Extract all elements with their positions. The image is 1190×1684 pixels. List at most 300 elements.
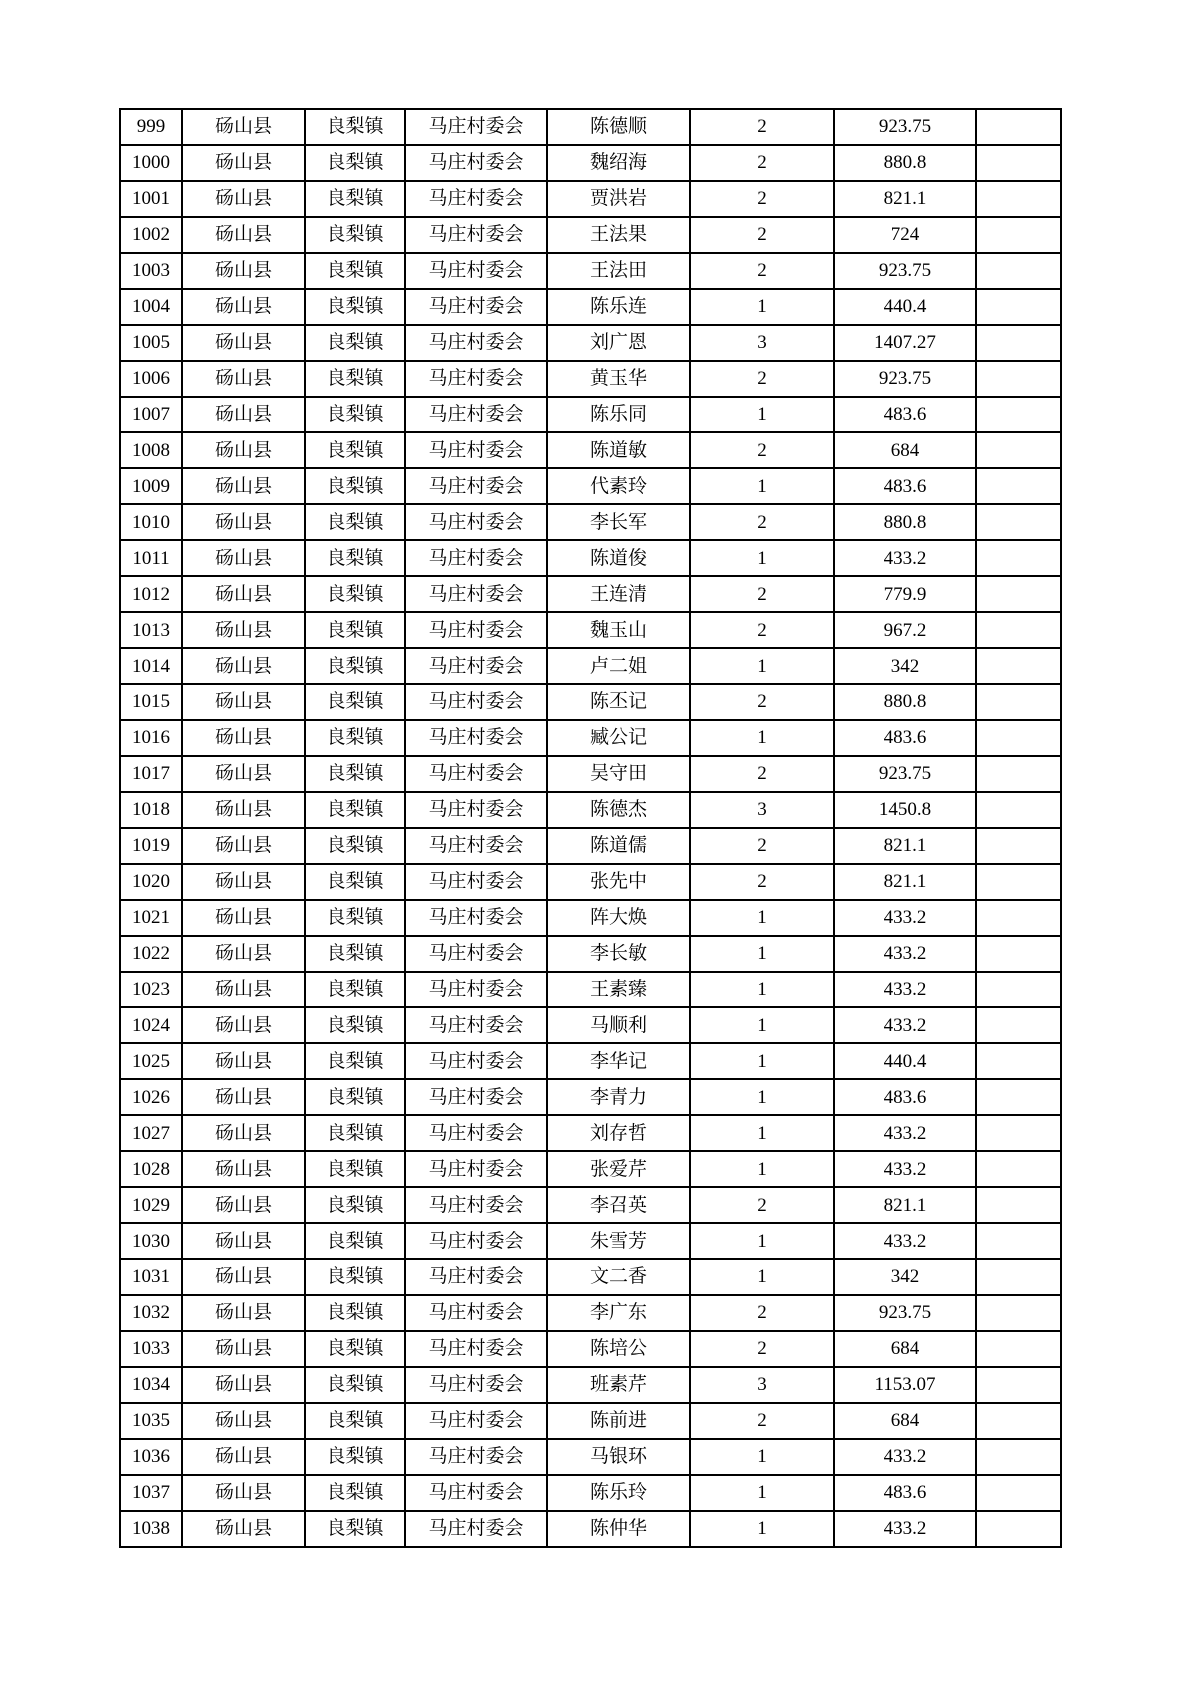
- cell-town: 良梨镇: [305, 217, 405, 253]
- cell-county: 砀山县: [182, 864, 305, 900]
- cell-persons: 1: [690, 1043, 834, 1079]
- cell-amount: 923.75: [834, 109, 976, 145]
- table-row: [120, 936, 1061, 972]
- cell-persons: 2: [690, 684, 834, 720]
- cell-amount: 433.2: [834, 540, 976, 576]
- cell-amount: 483.6: [834, 468, 976, 504]
- cell-amount: 483.6: [834, 720, 976, 756]
- cell-persons: 1: [690, 289, 834, 325]
- cell-serial: 1001: [120, 181, 182, 217]
- cell-town: 良梨镇: [305, 432, 405, 468]
- cell-note: [976, 1295, 1061, 1331]
- cell-county: 砀山县: [182, 792, 305, 828]
- cell-name: 张先中: [547, 864, 690, 900]
- cell-name: 李长敏: [547, 936, 690, 972]
- cell-village: 马庄村委会: [405, 1403, 547, 1439]
- cell-persons: 1: [690, 720, 834, 756]
- cell-persons: 1: [690, 900, 834, 936]
- cell-town: 良梨镇: [305, 792, 405, 828]
- cell-county: 砀山县: [182, 1115, 305, 1151]
- cell-serial: 1019: [120, 828, 182, 864]
- table-row: [120, 145, 1061, 181]
- cell-county: 砀山县: [182, 1475, 305, 1511]
- cell-name: 马银环: [547, 1439, 690, 1475]
- cell-note: [976, 1439, 1061, 1475]
- cell-county: 砀山县: [182, 397, 305, 433]
- cell-note: [976, 1079, 1061, 1115]
- cell-note: [976, 936, 1061, 972]
- table-row: [120, 792, 1061, 828]
- cell-town: 良梨镇: [305, 253, 405, 289]
- cell-county: 砀山县: [182, 1403, 305, 1439]
- cell-note: [976, 684, 1061, 720]
- cell-note: [976, 397, 1061, 433]
- cell-county: 砀山县: [182, 253, 305, 289]
- cell-note: [976, 468, 1061, 504]
- cell-name: 王法果: [547, 217, 690, 253]
- table-body: [120, 109, 1061, 1547]
- cell-serial: 1015: [120, 684, 182, 720]
- cell-amount: 821.1: [834, 1187, 976, 1223]
- cell-village: 马庄村委会: [405, 936, 547, 972]
- cell-village: 马庄村委会: [405, 1187, 547, 1223]
- cell-note: [976, 1151, 1061, 1187]
- table-row: [120, 109, 1061, 145]
- cell-name: 班素芹: [547, 1367, 690, 1403]
- cell-name: 李长军: [547, 504, 690, 540]
- cell-note: [976, 612, 1061, 648]
- cell-village: 马庄村委会: [405, 361, 547, 397]
- cell-name: 王素臻: [547, 972, 690, 1008]
- cell-serial: 1037: [120, 1475, 182, 1511]
- cell-village: 马庄村委会: [405, 900, 547, 936]
- cell-persons: 1: [690, 1439, 834, 1475]
- cell-county: 砀山县: [182, 504, 305, 540]
- cell-county: 砀山县: [182, 540, 305, 576]
- cell-serial: 1004: [120, 289, 182, 325]
- cell-note: [976, 756, 1061, 792]
- cell-village: 马庄村委会: [405, 540, 547, 576]
- cell-amount: 433.2: [834, 1511, 976, 1547]
- cell-serial: 1036: [120, 1439, 182, 1475]
- table-row: [120, 468, 1061, 504]
- cell-serial: 1021: [120, 900, 182, 936]
- cell-county: 砀山县: [182, 217, 305, 253]
- cell-county: 砀山县: [182, 900, 305, 936]
- cell-amount: 440.4: [834, 289, 976, 325]
- cell-town: 良梨镇: [305, 540, 405, 576]
- cell-town: 良梨镇: [305, 756, 405, 792]
- cell-town: 良梨镇: [305, 1007, 405, 1043]
- cell-name: 朱雪芳: [547, 1223, 690, 1259]
- cell-persons: 2: [690, 828, 834, 864]
- cell-amount: 433.2: [834, 936, 976, 972]
- cell-serial: 1022: [120, 936, 182, 972]
- cell-county: 砀山县: [182, 648, 305, 684]
- cell-village: 马庄村委会: [405, 612, 547, 648]
- cell-name: 陈乐同: [547, 397, 690, 433]
- cell-name: 臧公记: [547, 720, 690, 756]
- cell-serial: 1010: [120, 504, 182, 540]
- cell-note: [976, 540, 1061, 576]
- cell-note: [976, 325, 1061, 361]
- cell-village: 马庄村委会: [405, 397, 547, 433]
- cell-village: 马庄村委会: [405, 1259, 547, 1295]
- cell-village: 马庄村委会: [405, 1151, 547, 1187]
- cell-persons: 1: [690, 1007, 834, 1043]
- cell-town: 良梨镇: [305, 1187, 405, 1223]
- cell-county: 砀山县: [182, 972, 305, 1008]
- cell-county: 砀山县: [182, 1223, 305, 1259]
- cell-amount: 433.2: [834, 1007, 976, 1043]
- cell-amount: 684: [834, 1403, 976, 1439]
- cell-amount: 880.8: [834, 145, 976, 181]
- cell-town: 良梨镇: [305, 972, 405, 1008]
- cell-name: 陈丕记: [547, 684, 690, 720]
- cell-persons: 2: [690, 432, 834, 468]
- cell-name: 陈道儒: [547, 828, 690, 864]
- cell-name: 马顺利: [547, 1007, 690, 1043]
- cell-serial: 1014: [120, 648, 182, 684]
- cell-county: 砀山县: [182, 1151, 305, 1187]
- table-row: [120, 756, 1061, 792]
- cell-county: 砀山县: [182, 432, 305, 468]
- cell-village: 马庄村委会: [405, 1295, 547, 1331]
- cell-county: 砀山县: [182, 468, 305, 504]
- cell-note: [976, 217, 1061, 253]
- cell-village: 马庄村委会: [405, 972, 547, 1008]
- cell-town: 良梨镇: [305, 1079, 405, 1115]
- cell-amount: 1450.8: [834, 792, 976, 828]
- cell-village: 马庄村委会: [405, 145, 547, 181]
- cell-town: 良梨镇: [305, 1115, 405, 1151]
- cell-persons: 2: [690, 1403, 834, 1439]
- cell-village: 马庄村委会: [405, 648, 547, 684]
- cell-village: 马庄村委会: [405, 1079, 547, 1115]
- cell-county: 砀山县: [182, 1511, 305, 1547]
- cell-persons: 1: [690, 397, 834, 433]
- cell-note: [976, 1223, 1061, 1259]
- cell-name: 陈乐玲: [547, 1475, 690, 1511]
- cell-persons: 1: [690, 468, 834, 504]
- table-row: [120, 828, 1061, 864]
- cell-amount: 433.2: [834, 972, 976, 1008]
- cell-county: 砀山县: [182, 1331, 305, 1367]
- cell-serial: 1024: [120, 1007, 182, 1043]
- cell-village: 马庄村委会: [405, 432, 547, 468]
- cell-town: 良梨镇: [305, 684, 405, 720]
- cell-name: 李华记: [547, 1043, 690, 1079]
- cell-town: 良梨镇: [305, 1151, 405, 1187]
- table-row: [120, 1403, 1061, 1439]
- cell-persons: 2: [690, 253, 834, 289]
- cell-persons: 1: [690, 972, 834, 1008]
- cell-town: 良梨镇: [305, 936, 405, 972]
- cell-town: 良梨镇: [305, 576, 405, 612]
- cell-village: 马庄村委会: [405, 468, 547, 504]
- cell-serial: 1006: [120, 361, 182, 397]
- cell-county: 砀山县: [182, 1367, 305, 1403]
- cell-name: 陈前进: [547, 1403, 690, 1439]
- cell-village: 马庄村委会: [405, 1367, 547, 1403]
- cell-town: 良梨镇: [305, 648, 405, 684]
- cell-persons: 2: [690, 576, 834, 612]
- cell-note: [976, 145, 1061, 181]
- table-row: [120, 181, 1061, 217]
- cell-persons: 2: [690, 864, 834, 900]
- cell-village: 马庄村委会: [405, 1043, 547, 1079]
- cell-name: 刘存哲: [547, 1115, 690, 1151]
- cell-serial: 1030: [120, 1223, 182, 1259]
- table-row: [120, 432, 1061, 468]
- cell-note: [976, 972, 1061, 1008]
- cell-persons: 1: [690, 1511, 834, 1547]
- cell-persons: 2: [690, 109, 834, 145]
- cell-amount: 483.6: [834, 1475, 976, 1511]
- cell-village: 马庄村委会: [405, 576, 547, 612]
- cell-town: 良梨镇: [305, 612, 405, 648]
- cell-village: 马庄村委会: [405, 792, 547, 828]
- cell-persons: 2: [690, 361, 834, 397]
- cell-county: 砀山县: [182, 576, 305, 612]
- cell-persons: 3: [690, 325, 834, 361]
- table-row: [120, 1511, 1061, 1547]
- cell-serial: 1029: [120, 1187, 182, 1223]
- cell-town: 良梨镇: [305, 1259, 405, 1295]
- cell-county: 砀山县: [182, 1043, 305, 1079]
- cell-serial: 1012: [120, 576, 182, 612]
- cell-name: 陈德杰: [547, 792, 690, 828]
- table-row: [120, 1475, 1061, 1511]
- table-row: [120, 648, 1061, 684]
- cell-note: [976, 900, 1061, 936]
- cell-county: 砀山县: [182, 756, 305, 792]
- table-row: [120, 576, 1061, 612]
- cell-note: [976, 361, 1061, 397]
- cell-name: 陈道敏: [547, 432, 690, 468]
- cell-persons: 2: [690, 504, 834, 540]
- cell-town: 良梨镇: [305, 325, 405, 361]
- cell-village: 马庄村委会: [405, 1511, 547, 1547]
- cell-amount: 880.8: [834, 504, 976, 540]
- cell-village: 马庄村委会: [405, 756, 547, 792]
- cell-village: 马庄村委会: [405, 217, 547, 253]
- cell-serial: 1031: [120, 1259, 182, 1295]
- table-row: [120, 397, 1061, 433]
- cell-serial: 1038: [120, 1511, 182, 1547]
- cell-note: [976, 864, 1061, 900]
- cell-name: 王法田: [547, 253, 690, 289]
- cell-note: [976, 1367, 1061, 1403]
- cell-town: 良梨镇: [305, 864, 405, 900]
- table-row: [120, 612, 1061, 648]
- cell-name: 陈仲华: [547, 1511, 690, 1547]
- cell-persons: 3: [690, 1367, 834, 1403]
- cell-note: [976, 1115, 1061, 1151]
- cell-amount: 923.75: [834, 361, 976, 397]
- cell-persons: 1: [690, 648, 834, 684]
- cell-village: 马庄村委会: [405, 253, 547, 289]
- cell-village: 马庄村委会: [405, 1115, 547, 1151]
- cell-county: 砀山县: [182, 1187, 305, 1223]
- table-row: [120, 1043, 1061, 1079]
- cell-serial: 999: [120, 109, 182, 145]
- cell-amount: 1407.27: [834, 325, 976, 361]
- cell-village: 马庄村委会: [405, 325, 547, 361]
- cell-amount: 483.6: [834, 397, 976, 433]
- cell-serial: 1008: [120, 432, 182, 468]
- cell-note: [976, 1043, 1061, 1079]
- cell-village: 马庄村委会: [405, 1223, 547, 1259]
- cell-town: 良梨镇: [305, 900, 405, 936]
- cell-amount: 433.2: [834, 1151, 976, 1187]
- cell-serial: 1002: [120, 217, 182, 253]
- cell-amount: 483.6: [834, 1079, 976, 1115]
- cell-name: 张爱芹: [547, 1151, 690, 1187]
- cell-serial: 1016: [120, 720, 182, 756]
- cell-name: 陈培公: [547, 1331, 690, 1367]
- cell-county: 砀山县: [182, 361, 305, 397]
- cell-town: 良梨镇: [305, 1511, 405, 1547]
- cell-note: [976, 1511, 1061, 1547]
- cell-amount: 342: [834, 1259, 976, 1295]
- table-row: [120, 1187, 1061, 1223]
- cell-note: [976, 109, 1061, 145]
- table-row: [120, 361, 1061, 397]
- table-row: [120, 1151, 1061, 1187]
- cell-amount: 880.8: [834, 684, 976, 720]
- cell-persons: 3: [690, 792, 834, 828]
- cell-county: 砀山县: [182, 1295, 305, 1331]
- table-row: [120, 1367, 1061, 1403]
- cell-note: [976, 1259, 1061, 1295]
- cell-town: 良梨镇: [305, 1043, 405, 1079]
- cell-serial: 1025: [120, 1043, 182, 1079]
- cell-village: 马庄村委会: [405, 1439, 547, 1475]
- cell-serial: 1028: [120, 1151, 182, 1187]
- cell-village: 马庄村委会: [405, 181, 547, 217]
- cell-serial: 1017: [120, 756, 182, 792]
- cell-name: 李青力: [547, 1079, 690, 1115]
- cell-note: [976, 720, 1061, 756]
- table-row: [120, 217, 1061, 253]
- cell-name: 李召英: [547, 1187, 690, 1223]
- cell-persons: 2: [690, 1295, 834, 1331]
- cell-serial: 1033: [120, 1331, 182, 1367]
- cell-village: 马庄村委会: [405, 684, 547, 720]
- cell-name: 魏绍海: [547, 145, 690, 181]
- cell-note: [976, 504, 1061, 540]
- table-row: [120, 1007, 1061, 1043]
- cell-persons: 1: [690, 1475, 834, 1511]
- cell-note: [976, 1403, 1061, 1439]
- cell-serial: 1020: [120, 864, 182, 900]
- cell-county: 砀山县: [182, 612, 305, 648]
- cell-town: 良梨镇: [305, 1223, 405, 1259]
- cell-village: 马庄村委会: [405, 828, 547, 864]
- cell-name: 卢二姐: [547, 648, 690, 684]
- cell-name: 吴守田: [547, 756, 690, 792]
- cell-serial: 1011: [120, 540, 182, 576]
- cell-name: 陈德顺: [547, 109, 690, 145]
- cell-note: [976, 1475, 1061, 1511]
- cell-persons: 1: [690, 936, 834, 972]
- cell-persons: 1: [690, 1115, 834, 1151]
- cell-amount: 967.2: [834, 612, 976, 648]
- cell-town: 良梨镇: [305, 361, 405, 397]
- cell-note: [976, 828, 1061, 864]
- table-row: [120, 684, 1061, 720]
- cell-village: 马庄村委会: [405, 720, 547, 756]
- cell-county: 砀山县: [182, 936, 305, 972]
- cell-county: 砀山县: [182, 684, 305, 720]
- cell-village: 马庄村委会: [405, 1331, 547, 1367]
- cell-amount: 923.75: [834, 756, 976, 792]
- table-row: [120, 1223, 1061, 1259]
- cell-serial: 1026: [120, 1079, 182, 1115]
- table-row: [120, 1115, 1061, 1151]
- cell-town: 良梨镇: [305, 720, 405, 756]
- cell-name: 魏玉山: [547, 612, 690, 648]
- cell-persons: 2: [690, 145, 834, 181]
- cell-county: 砀山县: [182, 145, 305, 181]
- cell-amount: 433.2: [834, 1223, 976, 1259]
- cell-amount: 923.75: [834, 253, 976, 289]
- cell-name: 黄玉华: [547, 361, 690, 397]
- cell-persons: 2: [690, 1331, 834, 1367]
- cell-amount: 821.1: [834, 864, 976, 900]
- cell-name: 代素玲: [547, 468, 690, 504]
- cell-name: 陈乐连: [547, 289, 690, 325]
- table-row: [120, 720, 1061, 756]
- cell-village: 马庄村委会: [405, 1475, 547, 1511]
- cell-amount: 821.1: [834, 181, 976, 217]
- cell-note: [976, 1007, 1061, 1043]
- cell-note: [976, 181, 1061, 217]
- table-row: [120, 325, 1061, 361]
- cell-persons: 1: [690, 1151, 834, 1187]
- cell-serial: 1007: [120, 397, 182, 433]
- cell-town: 良梨镇: [305, 1475, 405, 1511]
- cell-note: [976, 576, 1061, 612]
- cell-village: 马庄村委会: [405, 504, 547, 540]
- cell-persons: 1: [690, 1259, 834, 1295]
- cell-town: 良梨镇: [305, 468, 405, 504]
- cell-county: 砀山县: [182, 325, 305, 361]
- table-row: [120, 864, 1061, 900]
- cell-persons: 1: [690, 540, 834, 576]
- cell-serial: 1009: [120, 468, 182, 504]
- cell-town: 良梨镇: [305, 145, 405, 181]
- cell-county: 砀山县: [182, 828, 305, 864]
- cell-serial: 1027: [120, 1115, 182, 1151]
- cell-amount: 433.2: [834, 1439, 976, 1475]
- table-row: [120, 504, 1061, 540]
- cell-name: 文二香: [547, 1259, 690, 1295]
- table-row: [120, 900, 1061, 936]
- cell-amount: 684: [834, 432, 976, 468]
- cell-amount: 1153.07: [834, 1367, 976, 1403]
- cell-name: 李广东: [547, 1295, 690, 1331]
- cell-amount: 923.75: [834, 1295, 976, 1331]
- cell-town: 良梨镇: [305, 1295, 405, 1331]
- table-row: [120, 289, 1061, 325]
- table-row: [120, 253, 1061, 289]
- cell-county: 砀山县: [182, 1079, 305, 1115]
- subsidy-roster-table: [119, 108, 1062, 1548]
- cell-persons: 2: [690, 181, 834, 217]
- cell-town: 良梨镇: [305, 397, 405, 433]
